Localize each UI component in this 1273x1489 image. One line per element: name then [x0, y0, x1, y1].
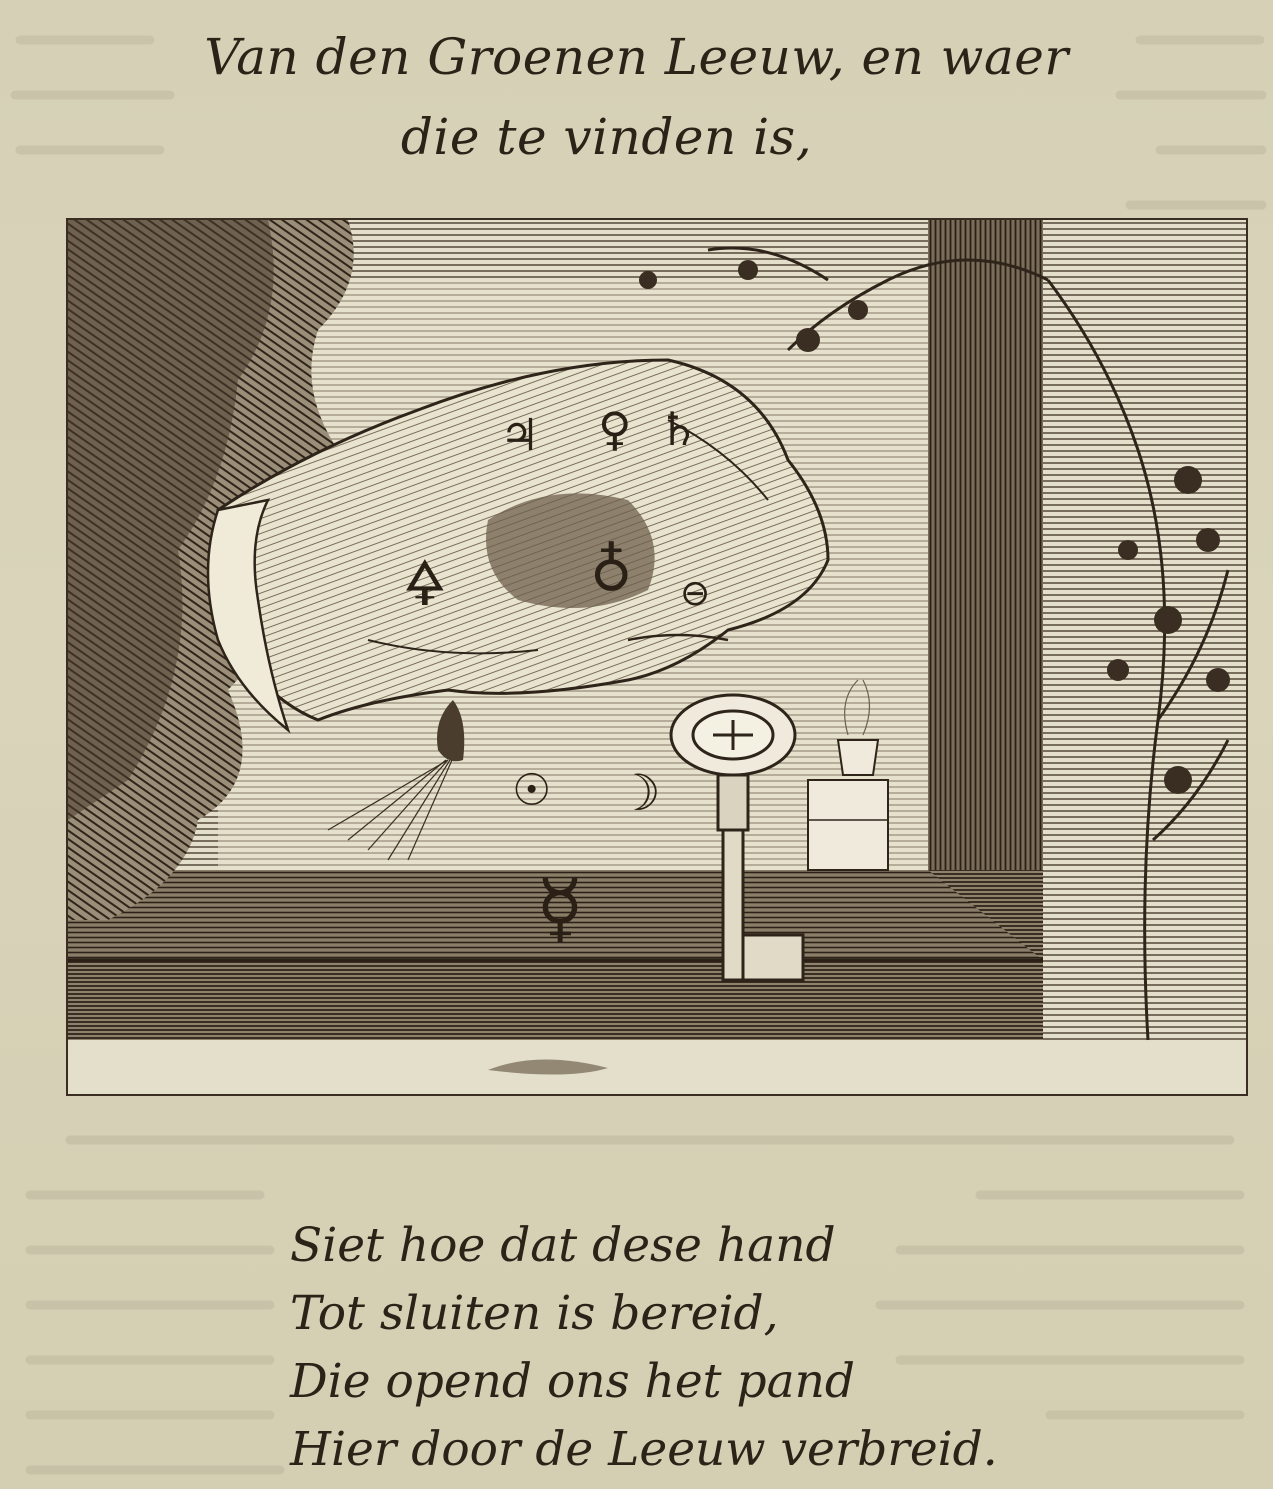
antimony-symbol: ♁ — [590, 536, 633, 604]
engraving-illustration — [66, 218, 1248, 1096]
verse-line-2: Tot sluiten is bereid, — [290, 1286, 779, 1341]
verse-line-3: Die opend ons het pand — [290, 1354, 855, 1409]
pedestal — [808, 780, 888, 870]
mercury-symbol: ☿ — [536, 864, 584, 954]
moon-symbol: ☽ — [616, 764, 661, 822]
verse-line-1: Siet hoe dat dese hand — [290, 1218, 836, 1273]
jupiter-symbol: ♃ — [500, 410, 540, 461]
heading-line-1: Van den Groenen Leeuw, en waer — [204, 28, 1069, 86]
heading-line-2: die te vinden is, — [400, 108, 813, 166]
salt-symbol: ⊖ — [680, 573, 711, 614]
sulphur-symbol: 🜍 — [403, 547, 447, 620]
saturn-symbol: ♄ — [658, 402, 700, 456]
cup — [838, 740, 878, 775]
sun-symbol: ☉ — [512, 765, 552, 816]
verse-line-4: Hier door de Leeuw verbreid. — [290, 1422, 998, 1477]
verse — [290, 1212, 1190, 1484]
venus-symbol: ♀ — [598, 402, 632, 456]
